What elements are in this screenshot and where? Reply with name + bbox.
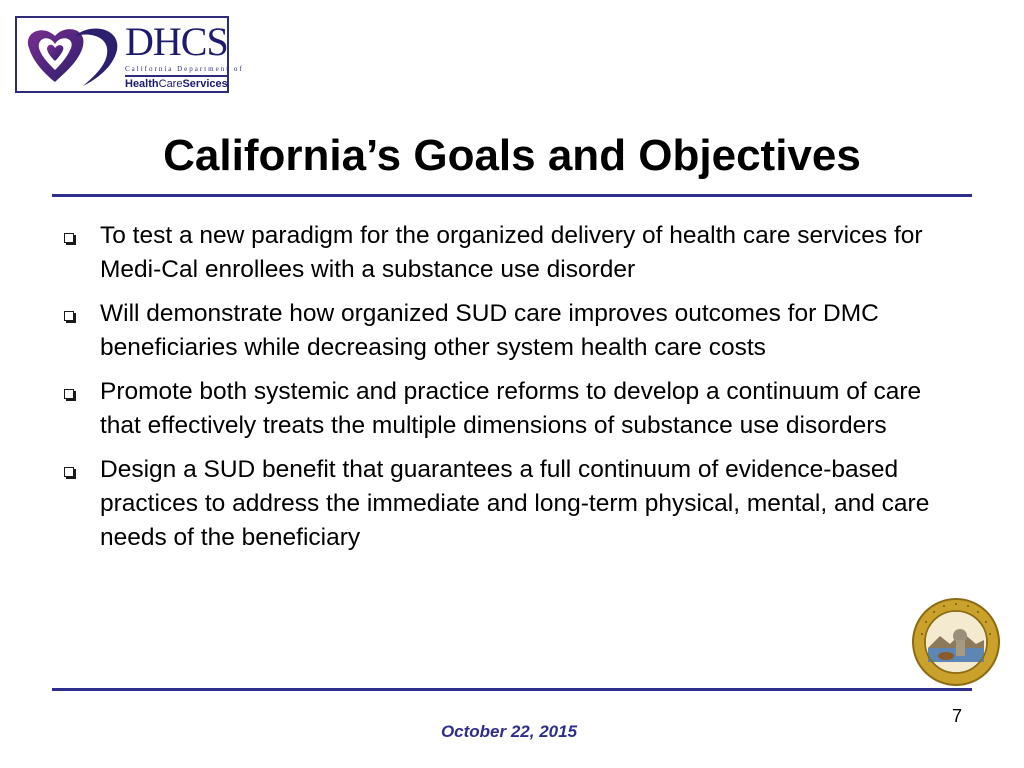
bullet-list xyxy=(62,219,962,565)
logo-wordmark: DHCS xyxy=(125,19,228,64)
square-bullet-icon xyxy=(64,233,74,243)
bullet-text: Design a SUD benefit that guarantees a full continuum of evidence-based practices to address the immediate and long-term physical, mental, and care needs of the beneficiary xyxy=(100,456,930,551)
state-seal-icon xyxy=(910,598,1002,686)
footer-divider xyxy=(52,688,972,691)
heart-logo-icon xyxy=(17,18,127,91)
slide-title: California’s Goals and Objectives xyxy=(163,131,861,180)
logo-agency-name xyxy=(125,78,228,90)
logo-name-care: Care xyxy=(158,78,183,90)
logo-name-services: Services xyxy=(182,78,228,90)
title-divider xyxy=(52,194,972,197)
bullet-item xyxy=(62,375,962,443)
dhcs-logo xyxy=(15,16,244,93)
square-bullet-icon xyxy=(64,311,74,321)
bullet-text: Promote both systemic and practice reforms to develop a continuum of care that effectively treats the multiple dimensions of substance use disorders xyxy=(100,378,922,439)
logo-name-health: Health xyxy=(125,78,159,90)
bullet-item xyxy=(62,219,962,287)
square-bullet-icon xyxy=(64,389,74,399)
bullet-text: To test a new paradigm for the organized delivery of health care services for Medi-Cal enrollees with a substance use disorder xyxy=(100,222,923,283)
california-seal xyxy=(910,598,1002,686)
logo-subline: California Department of xyxy=(125,65,244,73)
page-number: 7 xyxy=(951,706,962,726)
bullet-item xyxy=(62,453,962,555)
footer-date: October 22, 2015 xyxy=(440,722,578,741)
logo-divider xyxy=(125,75,229,77)
bullet-text: Will demonstrate how organized SUD care improves outcomes for DMC beneficiaries while decreasing other system health care costs xyxy=(100,300,879,361)
square-bullet-icon xyxy=(64,467,74,477)
bullet-item xyxy=(62,297,962,365)
